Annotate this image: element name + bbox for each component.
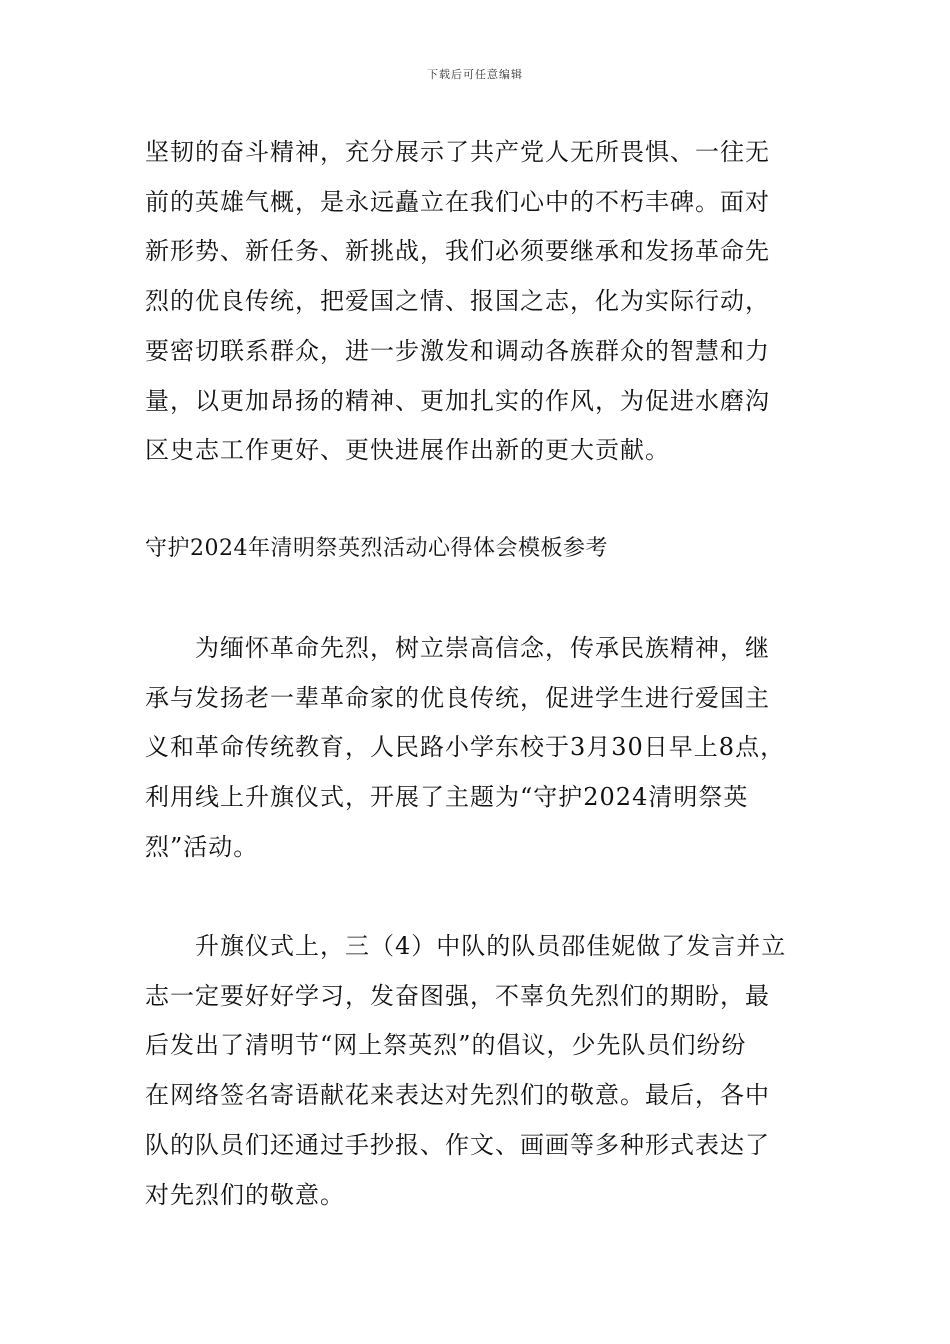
paragraph-opening: 坚韧的奋斗精神，充分展示了共产党人无所畏惧、一往无 前的英雄气概，是永远矗立在我们心中的不朽丰碑。面对 新形势、新任务、新挑战，我们必须要继承和发扬革命先 烈的优良传统，把爱国之情、报国之志，化为实际行动， 要密切联系群众，进一步激发和调动各族群众的智慧和力 量，以更加昂扬的精神、更加扎实的作风，为促进水磨沟 区史志工作更好、更快进展作出新的更大贡献。	[145, 138, 770, 465]
paragraph-activity-intro: 为缅怀革命先烈，树立崇高信念，传承民族精神，继 承与发扬老一辈革命家的优良传统，促进学生进行爱国主 义和革命传统教育，人民路小学东校于3月30日早上8点， 利用线上升旗仪式，开展了主题为“守护2024清明祭英 烈”活动。	[145, 634, 786, 861]
paragraph-flag-ceremony: 升旗仪式上，三（4）中队的队员邵佳妮做了发言并立 志一定要好好学习，发奋图强，不辜负先烈们的期盼，最 后发出了清明节“网上祭英烈”的倡议，少先队员们纷纷 在网络签名寄语献花来表达对先烈们的敬意。最后，各中 队的队员们还通过手抄报、作文、画画等多种形式表达了 对先烈们的敬意。	[145, 932, 787, 1209]
page-header-note: 下载后可任意编辑	[427, 68, 523, 81]
section-heading: 守护2024年清明祭英烈活动心得体会模板参考	[145, 536, 608, 561]
